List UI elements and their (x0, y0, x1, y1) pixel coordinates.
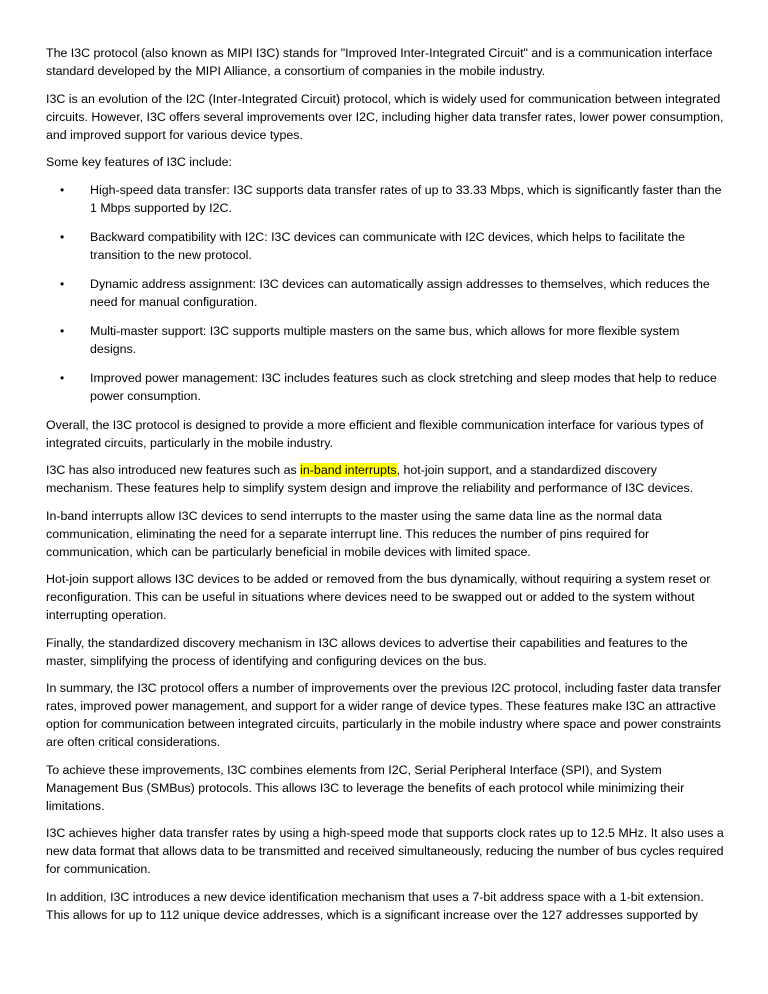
list-item (46, 322, 726, 358)
paragraph-data-rates: I3C achieves higher data transfer rates by using a high-speed mode that supports clock rates up to 12.5 MHz. It also uses a new data format that allows data to be transmitted and received simultaneously, reducing the number of bus cycles required for communication. (46, 826, 724, 876)
list-item-text: Multi-master support: I3C supports multiple masters on the same bus, which allows for more flexible system designs. (90, 323, 680, 356)
paragraph-features-intro: Some key features of I3C include: (46, 155, 232, 169)
paragraph-discovery: Finally, the standardized discovery mechanism in I3C allows devices to advertise their capabilities and features to the master, simplifying the process of identifying and configuring devices on the bus. (46, 635, 688, 668)
bullet-icon: • (60, 276, 65, 291)
bullet-icon: • (60, 370, 65, 385)
paragraph-intro: The I3C protocol (also known as MIPI I3C) stands for "Improved Inter-Integrated Circuit" and is a communication interface standard developed by the MIPI Alliance, a consortium of companies in the mobile industry. (46, 46, 713, 78)
list-item-text: Backward compatibility with I2C: I3C devices can communicate with I2C devices, which helps to facilitate the transition to the new protocol. (90, 229, 686, 262)
list-item (46, 228, 726, 264)
bullet-icon: • (60, 229, 65, 244)
list-item-text: High-speed data transfer: I3C supports data transfer rates of up to 33.33 Mbps, which is significantly faster than the 1 Mbps supported by I2C. (90, 182, 722, 215)
paragraph-in-band-interrupts: In-band interrupts allow I3C devices to send interrupts to the master using the same data line as the normal data communication, eliminating the need for a separate interrupt line. This reduces the number of pins required for communication, which can be particularly beneficial in mobile devices with limited space. (46, 508, 662, 559)
paragraph-overall: Overall, the I3C protocol is designed to provide a more efficient and flexible communication interface for various types of integrated circuits, particularly in the mobile industry. (46, 417, 704, 450)
list-item (46, 275, 726, 311)
paragraph-evolution: I3C is an evolution of the I2C (Inter-Integrated Circuit) protocol, which is widely used for communication between integrated circuits. However, I3C offers several improvements over I2C, including higher data transfer rates, lower power consumption, and improved support for various device types. (46, 91, 724, 142)
text-before-highlight: I3C has also introduced new features such as (46, 463, 301, 477)
bullet-icon: • (60, 323, 65, 338)
text-after-highlight: , hot-join support, and a standardized discovery mechanism. These features help to simplify system design and improve the reliability and performance of I3C devices. (46, 463, 694, 495)
paragraph-hot-join: Hot-join support allows I3C devices to be added or removed from the bus dynamically, without requiring a system reset or reconfiguration. This can be useful in situations where devices need to be swapped out or added to the system without interrupting operation. (46, 572, 711, 622)
feature-list (46, 181, 726, 405)
paragraph-new-features (46, 461, 726, 497)
highlighted-text: in-band interrupts (300, 463, 397, 477)
paragraph-identification: In addition, I3C introduces a new device identification mechanism that uses a 7-bit address space with a 1-bit extension. This allows for up to 112 unique device addresses, which is a significant increase over the 127 addresses supported by (46, 889, 704, 922)
paragraph-combination: To achieve these improvements, I3C combines elements from I2C, Serial Peripheral Interface (SPI), and System Management Bus (SMBus) protocols. This allows I3C to leverage the benefits of each protocol while minimizing their limitations. (46, 762, 685, 813)
list-item-text: Improved power management: I3C includes features such as clock stretching and sleep modes that help to reduce power consumption. (90, 370, 717, 403)
list-item (46, 369, 726, 405)
paragraph-summary: In summary, the I3C protocol offers a number of improvements over the previous I2C protocol, including faster data transfer rates, improved power management, and support for a wider range of device types. These features make I3C an attractive option for communication between integrated circuits, particularly in the mobile industry where space and power constraints are often critical considerations. (46, 681, 722, 749)
bullet-icon: • (60, 182, 65, 197)
document-page (46, 44, 726, 933)
list-item (46, 181, 726, 217)
list-item-text: Dynamic address assignment: I3C devices can automatically assign addresses to themselves, which reduces the need for manual configuration. (90, 276, 710, 309)
